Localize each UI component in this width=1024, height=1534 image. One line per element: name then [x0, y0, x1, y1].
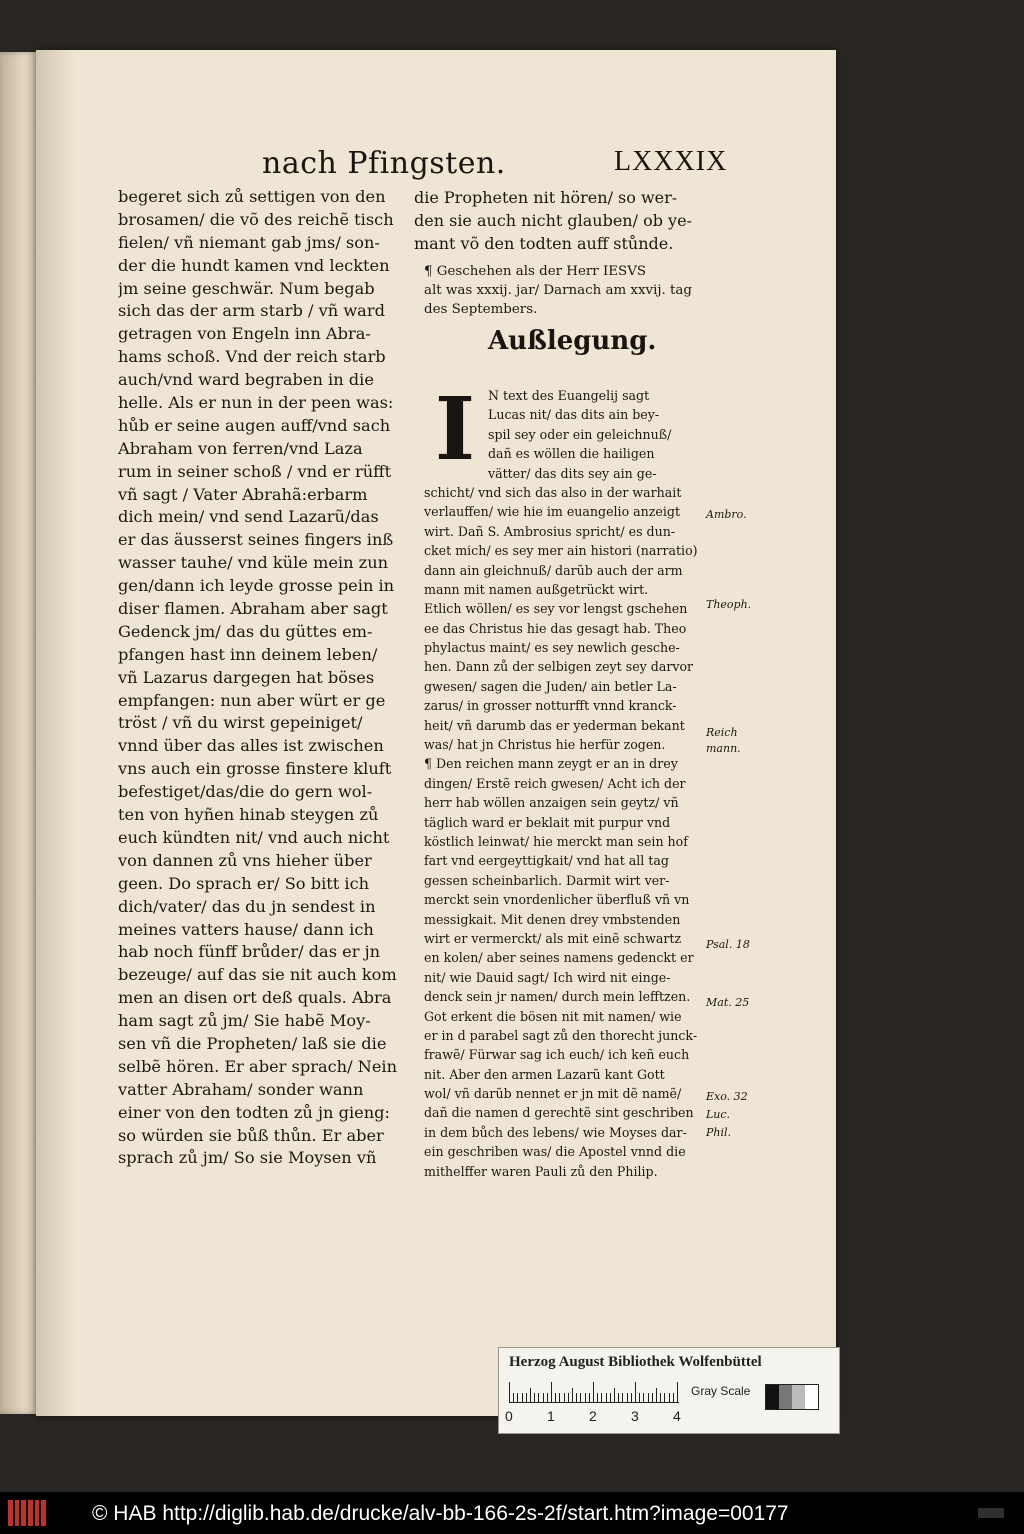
- folio-number: LXXXIX: [614, 146, 728, 177]
- marginal-note-exo: Exo. 32: [706, 1090, 748, 1103]
- text-line: von dannen zů vns hieher über: [118, 850, 372, 870]
- text-line: fart vnd eergeyttigkait/ vnd hat all tag: [424, 853, 669, 869]
- text-line: schicht/ vnd sich das also in der warhait: [424, 484, 682, 500]
- scale-number: 0: [505, 1408, 513, 1424]
- marginal-note-psal: Psal. 18: [706, 938, 750, 951]
- text-line: getragen von Engeln inn Abra-: [118, 324, 371, 344]
- text-line: rum in seiner schoß / vnd er rüfft: [118, 461, 392, 481]
- ruler-tick: [652, 1393, 653, 1402]
- marginal-note-mat: Mat. 25: [706, 996, 750, 1009]
- text-line: so würden sie bůß thůn. Er aber: [118, 1125, 384, 1145]
- text-line: spil sey oder ein geleichnuß/: [488, 426, 672, 442]
- library-color-card: [498, 1347, 840, 1434]
- ruler-tick: [572, 1388, 573, 1402]
- text-line: die Propheten nit hören/ so wer-: [414, 188, 678, 207]
- text-line: mant võ den todten auff stůnde.: [414, 234, 674, 253]
- text-line: köstlich leinwat/ hie merckt man sein hof: [424, 833, 688, 849]
- gray-swatch-cell: [805, 1385, 818, 1409]
- text-line: wirt er vermerckt/ als mit einẽ schwartz: [424, 930, 682, 946]
- text-line: vñ Lazarus dargegen hat böses: [118, 667, 375, 687]
- gray-swatch-cell: [766, 1385, 779, 1409]
- marginal-note-theoph: Theoph.: [706, 598, 752, 611]
- text-line: denck sein jr namen/ durch mein lefftzen.: [424, 989, 691, 1005]
- text-line: alt was xxxij. jar/ Darnach am xxvij. tag: [424, 283, 692, 298]
- ruler-tick: [517, 1393, 518, 1402]
- ruler-tick: [538, 1393, 539, 1402]
- text-line: empfangen: nun aber würt er ge: [118, 690, 386, 710]
- text-line: nit/ wie Dauid sagt/ Ich wird nit einge-: [424, 969, 671, 985]
- date-note: [424, 262, 714, 319]
- viewer-footer: [0, 1492, 1024, 1534]
- gray-scale-swatch: [765, 1384, 819, 1410]
- text-line: hams schoß. Vnd der reich starb: [118, 347, 386, 367]
- text-line: einer von den todten zů jn gieng:: [118, 1102, 390, 1122]
- text-line: dingen/ Erstẽ reich gwesen/ Acht ich der: [424, 775, 686, 791]
- text-line: fielen/ vñ niemant gab jms/ son-: [118, 232, 380, 252]
- text-line: euch kündten nit/ vnd auch nicht: [118, 827, 390, 847]
- ruler-tick: [635, 1382, 636, 1402]
- text-line: geen. Do sprach er/ So bitt ich: [118, 873, 370, 893]
- text-line: dann ain gleichnuß/ darũb auch der arm: [424, 562, 683, 578]
- text-line: frawẽ/ Fürwar sag ich euch/ ich keñ euch: [424, 1047, 690, 1063]
- marginal-note-phil: Phil.: [706, 1126, 732, 1139]
- text-line: vnnd über das alles ist zwischen: [118, 736, 384, 756]
- ruler-tick: [543, 1393, 544, 1402]
- ruler-tick: [601, 1393, 602, 1402]
- text-line: gen/dann ich leyde grosse pein in: [118, 576, 395, 596]
- text-line: auch/vnd ward begraben in die: [118, 370, 374, 390]
- ruler-tick: [627, 1393, 628, 1402]
- text-line: nit. Aber den armen Lazarũ kant Gott: [424, 1066, 665, 1082]
- marginal-note-mann: mann.: [706, 742, 741, 755]
- text-line: diser flamen. Abraham aber sagt: [118, 599, 388, 619]
- marginal-note-ambro: Ambro.: [706, 508, 747, 521]
- ruler-tick: [597, 1393, 598, 1402]
- commentary-column: [424, 379, 716, 1181]
- text-line: täglich ward er beklait mit purpur vnd: [424, 814, 671, 830]
- text-line: N text des Euangelij sagt: [488, 388, 650, 403]
- text-line: helle. Als er nun in der peen was:: [118, 393, 394, 413]
- text-line: vatter Abraham/ sonder wann: [118, 1079, 364, 1099]
- ruler-tick: [551, 1382, 552, 1402]
- text-line: heit/ vñ darumb das er yederman bekant: [424, 717, 685, 733]
- text-line: bezeuge/ auf das sie nit auch kom: [118, 965, 397, 985]
- ruler-tick: [669, 1393, 670, 1402]
- scale-number: 3: [631, 1408, 639, 1424]
- ruler-tick: [589, 1393, 590, 1402]
- text-line: ee das Christus hie das gesagt hab. Theo: [424, 620, 687, 636]
- ruler-tick: [677, 1382, 678, 1402]
- text-line: hůb er seine augen auff/vnd sach: [118, 415, 391, 435]
- text-line: den sie auch nicht glauben/ ob ye-: [414, 211, 692, 230]
- text-line: hab noch fünff brůder/ das er jn: [118, 942, 381, 962]
- text-line: wol/ vñ darũb nennet er jn mit dẽ namẽ/: [424, 1086, 682, 1102]
- gray-swatch-cell: [792, 1385, 805, 1409]
- right-column-continuation: [414, 186, 714, 255]
- marginal-note-reich: Reich: [706, 726, 738, 739]
- text-line: sprach zů jm/ So sie Moysen vñ: [118, 1148, 377, 1168]
- ruler-tick: [559, 1393, 560, 1402]
- running-head: nach Pfingsten.: [262, 146, 506, 181]
- text-line: vñ sagt / Vater Abrahã:erbarm: [118, 484, 368, 504]
- ruler-tick: [593, 1382, 594, 1402]
- text-line: gessen scheinbarlich. Darmit wirt ver-: [424, 872, 670, 888]
- ruler-tick: [576, 1393, 577, 1402]
- text-line: mithelffer waren Pauli zů den Philip.: [424, 1163, 658, 1179]
- text-line: selbẽ hören. Er aber sprach/ Nein: [118, 1056, 398, 1076]
- text-line: Etlich wöllen/ es sey vor lengst gschehen: [424, 601, 688, 617]
- text-line: gwesen/ sagen die Juden/ ain betler La-: [424, 678, 677, 694]
- text-line: pfangen hast inn deinem leben/: [118, 644, 378, 664]
- ruler-tick: [664, 1393, 665, 1402]
- ruler-tick: [555, 1393, 556, 1402]
- ruler-tick: [606, 1393, 607, 1402]
- decorated-initial: I: [434, 379, 476, 480]
- text-line: ¶ Den reichen mann zeygt er an in drey: [424, 756, 678, 772]
- text-line: was/ hat jn Christus hie herfür zogen.: [424, 737, 666, 753]
- ruler-tick: [534, 1393, 535, 1402]
- viewer-badge-icon[interactable]: [978, 1508, 1004, 1518]
- library-name: Herzog August Bibliothek Wolfenbüttel: [509, 1354, 762, 1370]
- text-line: wirt. Dañ S. Ambrosius spricht/ es dun-: [424, 523, 676, 539]
- ruler-tick: [660, 1393, 661, 1402]
- text-line: vns auch ein grosse finstere kluft: [118, 759, 392, 779]
- ruler-tick: [631, 1393, 632, 1402]
- ruler-tick: [509, 1382, 510, 1402]
- text-line: men an disen ort deß quals. Abra: [118, 988, 392, 1008]
- text-line: dich mein/ vnd send Lazarũ/das: [118, 507, 379, 527]
- text-line: Lucas nit/ das dits ain bey-: [488, 407, 660, 423]
- text-line: phylactus maint/ es sey newlich gesche-: [424, 640, 680, 656]
- text-line: des Septembers.: [424, 302, 538, 317]
- ruler-tick: [522, 1393, 523, 1402]
- text-line: begeret sich zů settigen von den: [118, 187, 386, 206]
- text-line: brosamen/ die võ des reichẽ tisch: [118, 209, 394, 229]
- text-line: befestiget/das/die do gern wol-: [118, 782, 373, 802]
- text-line: herr hab wöllen anzaigen sein geytz/ vñ: [424, 795, 679, 811]
- text-line: merckt sein vnordenlicher überfluß vñ vn: [424, 892, 690, 908]
- text-line: vätter/ das dits sey ain ge-: [488, 465, 657, 481]
- text-line: jm seine geschwär. Num begab: [118, 278, 375, 298]
- ruler-tick: [656, 1388, 657, 1402]
- scale-ruler: [509, 1380, 679, 1403]
- text-line: Gedenck jm/ das du güttes em-: [118, 621, 373, 641]
- ruler-tick: [530, 1388, 531, 1402]
- text-line: sen vñ die Propheten/ laß sie die: [118, 1033, 387, 1053]
- ruler-tick: [673, 1393, 674, 1402]
- ruler-tick: [648, 1393, 649, 1402]
- scale-number: 1: [547, 1408, 555, 1424]
- scale-number: 4: [673, 1408, 681, 1424]
- ruler-tick: [513, 1393, 514, 1402]
- text-line: sich das der arm starb / vñ ward: [118, 301, 385, 321]
- text-line: Got erkent die bösen nit mit namen/ wie: [424, 1008, 682, 1024]
- gray-swatch-cell: [779, 1385, 792, 1409]
- text-line: er das äusserst seines fingers inß: [118, 530, 394, 550]
- ruler-tick: [618, 1393, 619, 1402]
- ruler-tick: [568, 1393, 569, 1402]
- text-line: ein geschriben was/ die Apostel vnnd die: [424, 1144, 686, 1160]
- ruler-tick: [610, 1393, 611, 1402]
- text-line: in dem bůch des lebens/ wie Moyses dar-: [424, 1124, 687, 1140]
- text-line: ham sagt zů jm/ Sie habẽ Moy-: [118, 1011, 371, 1031]
- text-line: dañ die namen d gerechtẽ sint geschriben: [424, 1105, 694, 1121]
- ruler-tick: [585, 1393, 586, 1402]
- ruler-tick: [639, 1393, 640, 1402]
- text-line: verlauffen/ wie hie im euangelio anzeigt: [424, 504, 681, 520]
- text-line: messigkait. Mit denen drey vmbstenden: [424, 911, 681, 927]
- text-line: tröst / vñ du wirst gepeiniget/: [118, 713, 363, 733]
- copyright-url[interactable]: © HAB http://diglib.hab.de/drucke/alv-bb-166-2s-2f/start.htm?image=00177: [92, 1502, 789, 1525]
- section-heading: Außlegung.: [488, 326, 657, 356]
- ruler-tick: [580, 1393, 581, 1402]
- text-line: der die hundt kamen vnd leckten: [118, 255, 390, 275]
- left-text-column: [118, 186, 410, 1170]
- text-line: hen. Dann zů der selbigen zeyt sey darvor: [424, 659, 694, 675]
- ruler-tick: [564, 1393, 565, 1402]
- hab-logo-icon[interactable]: [8, 1500, 46, 1526]
- text-line: mann mit namen außgetrückt wirt.: [424, 581, 649, 597]
- text-line: Abraham von ferren/vnd Laza: [118, 438, 363, 458]
- text-line: dich/vater/ das du jn sendest in: [118, 896, 376, 916]
- text-line: ten von hyñen hinab steygen zů: [118, 805, 379, 825]
- scale-number: 2: [589, 1408, 597, 1424]
- text-line: cket mich/ es sey mer ain histori (narratio): [424, 543, 698, 559]
- ruler-tick: [643, 1393, 644, 1402]
- gray-scale-label: Gray Scale: [691, 1384, 751, 1398]
- text-line: en kolen/ aber seines namens gedenckt er: [424, 950, 694, 966]
- text-line: wasser tauhe/ vnd küle mein zun: [118, 553, 389, 573]
- text-line: zarus/ in grosser notturfft vnnd kranck-: [424, 698, 677, 714]
- ruler-tick: [547, 1393, 548, 1402]
- ruler-tick: [614, 1388, 615, 1402]
- ruler-tick: [622, 1393, 623, 1402]
- text-line: meines vatters hause/ dann ich: [118, 919, 374, 939]
- ruler-tick: [526, 1393, 527, 1402]
- text-line: ¶ Geschehen als der Herr IESVS: [424, 264, 647, 279]
- text-line: er in d parabel sagt zů den thorecht junck-: [424, 1027, 698, 1043]
- text-line: dañ es wöllen die hailigen: [488, 446, 655, 462]
- marginal-note-luc: Luc.: [706, 1108, 731, 1121]
